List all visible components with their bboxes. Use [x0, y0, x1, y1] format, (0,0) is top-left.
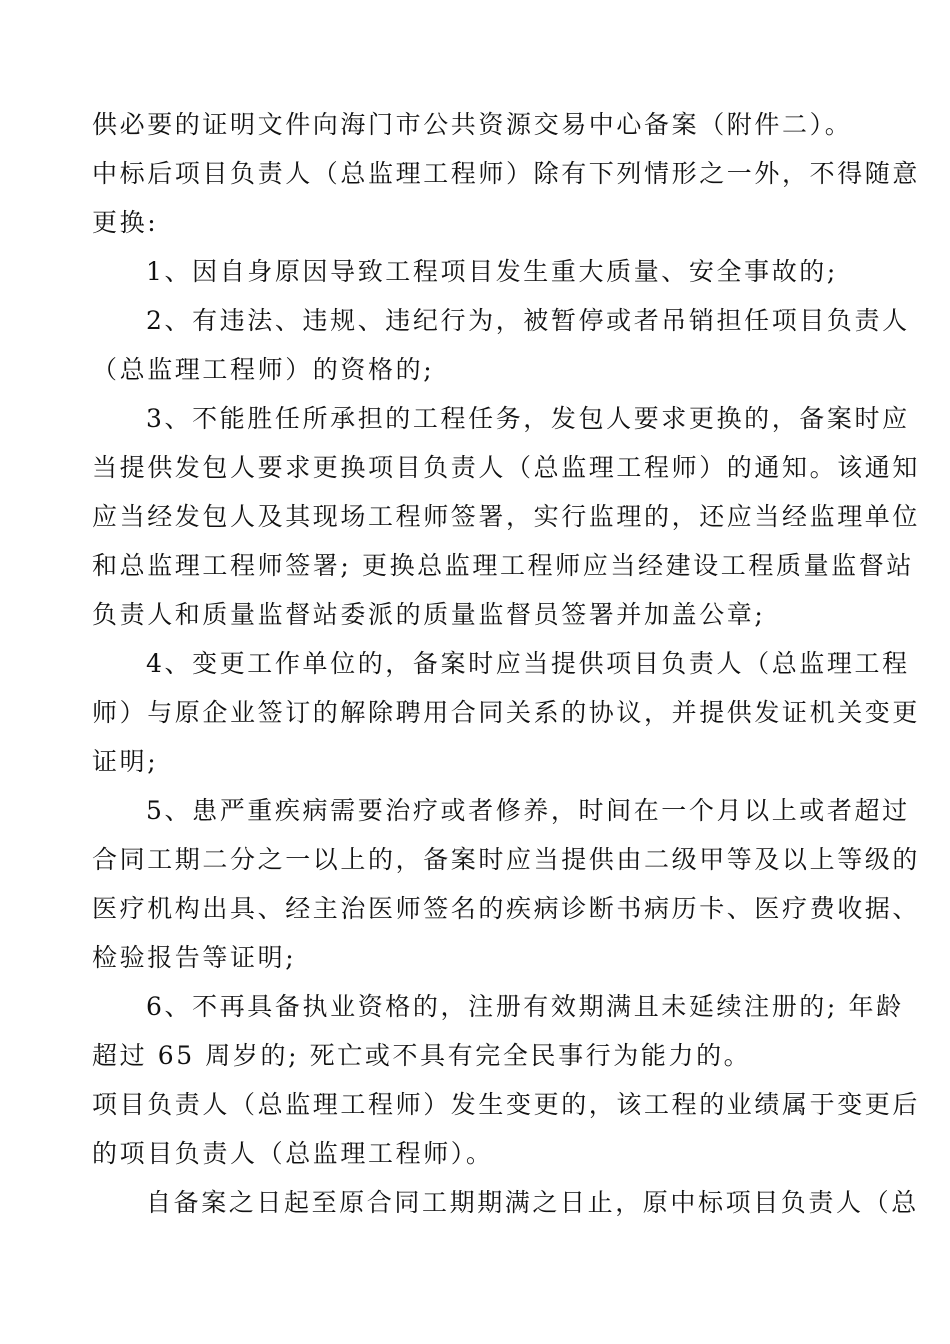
list-item-3-cont-2: 应当经发包人及其现场工程师签署，实行监理的，还应当经监理单位 — [92, 502, 921, 531]
list-item-4: 4、变更工作单位的，备案时应当提供项目负责人（总监理工程 — [146, 649, 910, 678]
text-line-final: 自备案之日起至原合同工期期满之日止，原中标项目负责人（总 — [146, 1188, 919, 1217]
list-item-3-cont-3: 和总监理工程师签署; 更换总监理工程师应当经建设工程质量监督站 — [92, 551, 914, 580]
list-item-6: 6、不再具备执业资格的，注册有效期满且未延续注册的; 年龄 — [146, 992, 904, 1021]
list-item-1: 1、因自身原因导致工程项目发生重大质量、安全事故的; — [146, 257, 838, 286]
list-item-2-cont: （总监理工程师）的资格的; — [92, 355, 435, 384]
list-item-5: 5、患严重疾病需要治疗或者修养，时间在一个月以上或者超过 — [146, 796, 910, 825]
document-body — [92, 100, 921, 1227]
text-line-2: 中标后项目负责人（总监理工程师）除有下列情形之一外，不得随意 — [92, 159, 921, 188]
list-item-3: 3、不能胜任所承担的工程任务，发包人要求更换的，备案时应 — [146, 404, 910, 433]
list-item-2: 2、有违法、违规、违纪行为，被暂停或者吊销担任项目负责人 — [146, 306, 910, 335]
text-line-change-2: 的项目负责人（总监理工程师）。 — [92, 1139, 494, 1168]
list-item-3-cont-1: 当提供发包人要求更换项目负责人（总监理工程师）的通知。该通知 — [92, 453, 921, 482]
list-item-5-cont-3: 检验报告等证明; — [92, 943, 297, 972]
text-line-1: 供必要的证明文件向海门市公共资源交易中心备案（附件二）。 — [92, 110, 853, 139]
list-item-3-cont-4: 负责人和质量监督站委派的质量监督员签署并加盖公章; — [92, 600, 766, 629]
list-item-4-cont-2: 证明; — [92, 747, 159, 776]
text-line-change-1: 项目负责人（总监理工程师）发生变更的，该工程的业绩属于变更后 — [92, 1090, 921, 1119]
list-item-5-cont-1: 合同工期二分之一以上的，备案时应当提供由二级甲等及以上等级的 — [92, 845, 921, 874]
text-line-3: 更换: — [92, 208, 159, 237]
list-item-6-cont: 超过 65 周岁的; 死亡或不具有完全民事行为能力的。 — [92, 1041, 752, 1070]
list-item-5-cont-2: 医疗机构出具、经主治医师签名的疾病诊断书病历卡、医疗费收据、 — [92, 894, 921, 923]
list-item-4-cont-1: 师）与原企业签订的解除聘用合同关系的协议，并提供发证机关变更 — [92, 698, 921, 727]
